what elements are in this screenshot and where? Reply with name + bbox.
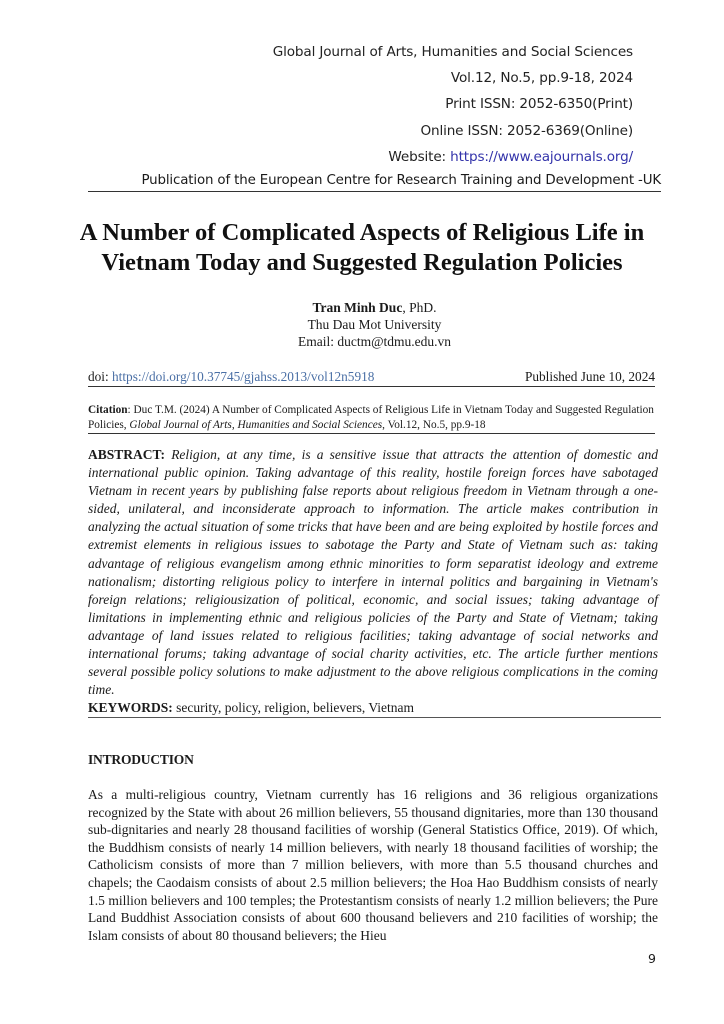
abstract-text: Religion, at any time, is a sensitive issue that attracts the attention of domestic and international public opinion. Taking advantage of this reality, hostile foreign forces have sabotaged Vietnam in recent years by publishing false reports about religious freedom in Vietnam through a one-sided, unilateral, and inconsiderate approach to information. The article makes contribution in analyzing the actual situation of some tricks that have been and are being exploited by hostile forces and extremist elements in religious issues to sabotage the Party and State of Vietnam such as: taking advantage of religious evangelism among ethnic minorities to form separatist ideology and extreme nationalism; distorting religious policy to interfere in internal politics and bargaining in Vietnam's foreign relations; religiousization of political, economic, and social issues; taking advantage of limitations in implementing ethnic and religious policies of the Party and State of Vietnam; taking advantage of land issues related to religious facilities; taking advantage of social networks and international forums; taking advantage of social charity activities, etc. The article further mentions several possible policy solutions to make adjustment to the above religious complications in the coming time. — [88, 447, 658, 698]
website-link[interactable]: https://www.eajournals.org/ — [450, 148, 633, 165]
citation-volume: , Vol.12, No.5, pp.9-18 — [382, 419, 486, 431]
author-degree: , PhD. — [402, 300, 437, 315]
citation — [88, 403, 655, 434]
publisher-line: Publication of the European Centre for Research Training and Development -UK — [88, 171, 661, 192]
online-issn: Online ISSN: 2052-6369(Online) — [420, 122, 633, 139]
published-date: Published June 10, 2024 — [524, 369, 655, 384]
doi-line — [88, 369, 655, 387]
abstract — [88, 446, 658, 699]
citation-text: : Duc T.M. (2024) A Number of Complicated Aspects of Religious Life in Vietnam Today and Suggested Regulation Policies, — [88, 404, 654, 431]
citation-journal: Global Journal of Arts, Humanities and Social Sciences — [129, 419, 383, 431]
author-block — [88, 299, 661, 350]
journal-name: Global Journal of Arts, Humanities and Social Sciences — [272, 44, 633, 60]
citation-label: Citation — [88, 404, 128, 416]
title-line-2: Vietnam Today and Suggested Regulation Policies — [101, 249, 623, 276]
author-email: Email: ductm@tdmu.edu.vn — [297, 334, 452, 349]
keywords-label: KEYWORDS: — [88, 700, 177, 715]
keywords — [88, 700, 661, 718]
doi-link[interactable]: https://doi.org/10.37745/gjahss.2013/vol12n5918 — [112, 369, 375, 384]
abstract-label: ABSTRACT: — [88, 447, 172, 462]
author-name: Tran Minh Duc — [312, 300, 403, 315]
website-label: Website: — [388, 148, 451, 165]
page-number: 9 — [648, 951, 656, 966]
volume-info: Vol.12, No.5, pp.9-18, 2024 — [450, 70, 633, 87]
section-heading-introduction: INTRODUCTION — [88, 752, 194, 767]
keywords-text: security, policy, religion, believers, Vietnam — [176, 700, 415, 715]
paper-title — [60, 218, 664, 278]
website-line — [273, 144, 633, 170]
introduction-paragraph: As a multi-religious country, Vietnam currently has 16 religions and 36 religious organizations recognized by the State with about 26 million believers, 55 thousand dignitaries, more than 130 thousand sub-dignitaries and nearly 28 thousand facilities of worship (General Statistics Office, 2019). Of which, the Buddhism consists of nearly 14 million believers, with nearly 18 thousand facilities of worship; the Catholicism consists of more than 7 million believers, with more than 5.5 thousand churches and chapels; the Caodaism consists of about 2.5 million believers; the Hoa Hao Buddhism consists of nearly 1.5 million believers and 100 temples; the Protestantism consists of nearly 1.2 million believers; the Pure Land Buddhist Association consists of about 600 thousand believers and 210 facilities of worship; the Islam consists of about 80 thousand believers; the Hieu — [88, 787, 658, 943]
author-affiliation: Thu Dau Mot University — [307, 317, 442, 332]
journal-header — [273, 39, 633, 170]
doi-label: doi: — [88, 369, 113, 384]
doi — [88, 369, 374, 385]
title-line-1: A Number of Complicated Aspects of Religious Life in — [79, 219, 645, 246]
print-issn: Print ISSN: 2052-6350(Print) — [445, 96, 633, 113]
author-line — [88, 299, 661, 316]
